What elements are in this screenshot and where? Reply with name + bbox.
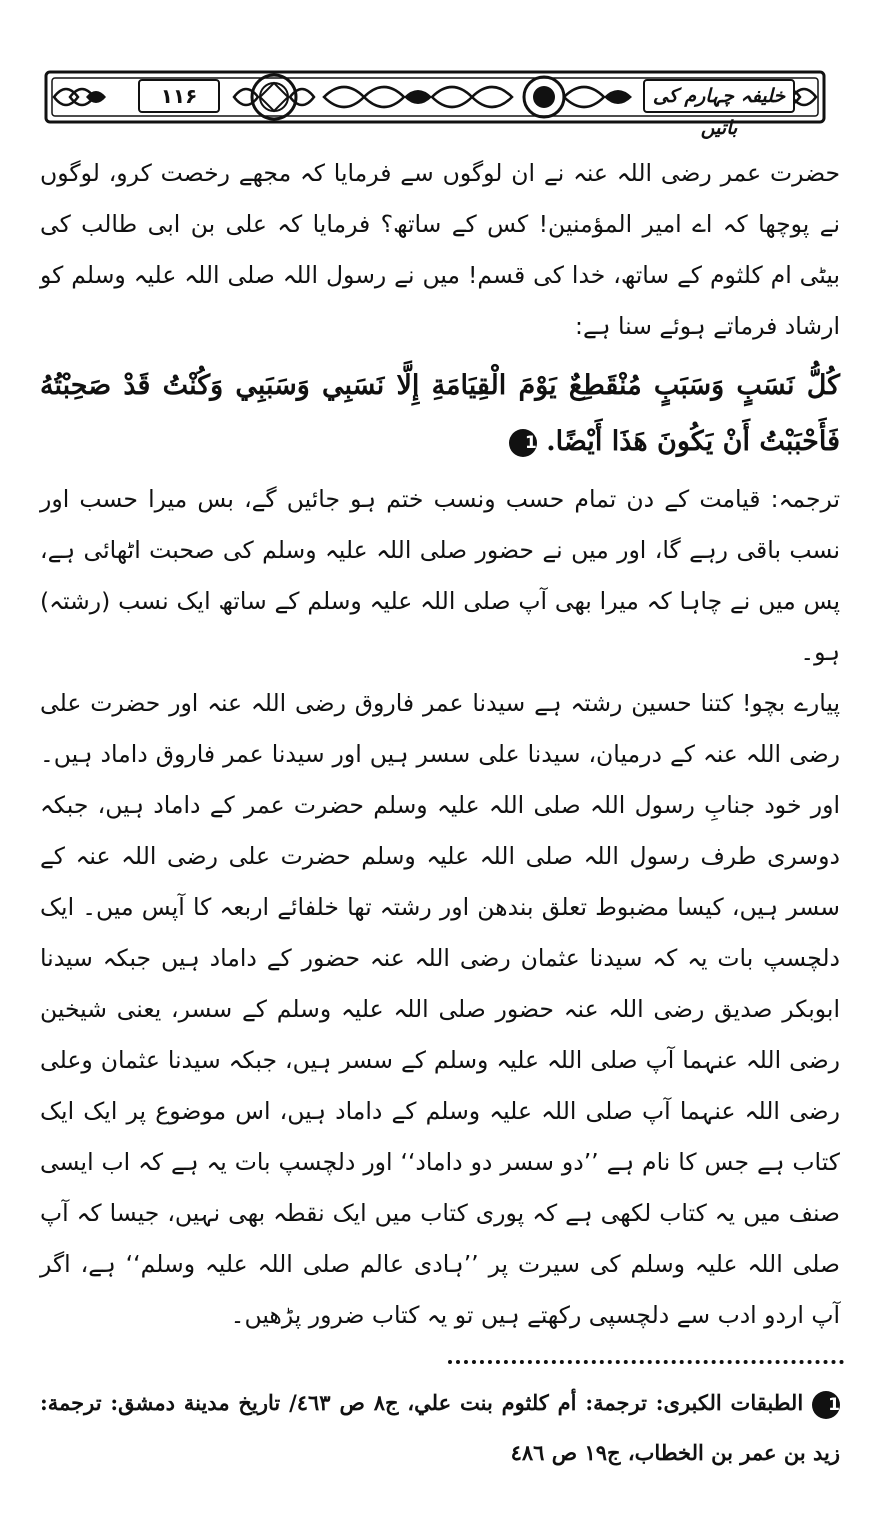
- footnotes: [40, 1378, 840, 1478]
- arabic-quote: [40, 358, 840, 470]
- footnote-item: [40, 1378, 840, 1478]
- main-text: [40, 148, 840, 1341]
- footnote-number: 1: [812, 1391, 840, 1419]
- page-header: [44, 68, 826, 139]
- footnote-reference[interactable]: 1: [509, 429, 537, 457]
- page-number: ۱۱۶: [160, 84, 198, 108]
- footnote-text: الطبقات الكبرى: ترجمة: أم كلثوم بنت علي، ج٨ ص ٤٦٣/ تاريخ مدينة دمشق: ترجمة: زيد بن عمر بن الخطاب، ج١٩ ص ٤٨٦: [40, 1390, 840, 1465]
- arabic-quote-text: كُلُّ نَسَبٍ وَسَبَبٍ مُنْقَطِعٌ يَوْمَ الْقِيَامَةِ إِلَّا نَسَبِي وَسَبَبِي وَكُنْتُ قَدْ صَحِبْتُهُ فَأَحْبَبْتُ أَنْ يَكُونَ هَذَا أَيْضًا.: [40, 370, 840, 457]
- paragraph-intro: حضرت عمر رضی اللہ عنہ نے ان لوگوں سے فرمایا کہ مجھے رخصت کرو، لوگوں نے پوچھا کہ اے امیر المؤمنین! کس کے ساتھ؟ فرمایا کہ علی بن ابی طالب کی بیٹی ام کلثوم کے ساتھ، خدا کی قسم! میں نے رسول اللہ صلی اللہ علیہ وسلم کو ارشاد فرماتے ہوئے سنا ہے:: [40, 159, 840, 340]
- paragraph-commentary: پیارے بچو! کتنا حسین رشتہ ہے سیدنا عمر فاروق رضی اللہ عنہ اور حضرت علی رضی اللہ عنہ کے درمیان، سیدنا علی سسر ہیں اور سیدنا عمر فاروق داماد ہیں۔ اور خود جنابِ رسول اللہ صلی اللہ علیہ وسلم حضرت عمر کے داماد ہیں، جبکہ دوسری طرف رسول اللہ صلی اللہ علیہ وسلم حضرت علی رضی اللہ عنہ کے سسر ہیں، کیسا مضبوط تعلق بندھن اور رشتہ تھا خلفائے اربعہ کا آپس میں۔ ایک دلچسپ بات یہ کہ سیدنا عثمان رضی اللہ عنہ حضور کے داماد ہیں جبکہ سیدنا ابوبکر صدیق رضی اللہ عنہ حضور صلی اللہ علیہ وسلم کے سسر، یعنی شیخین رضی اللہ عنہما آپ صلی اللہ علیہ وسلم کے سسر ہیں، جبکہ سیدنا عثمان وعلی رضی اللہ عنہما آپ صلی اللہ علیہ وسلم کے داماد ہیں، اس موضوع پر ایک ایک کتاب ہے جس کا نام ہے ’’دو سسر دو داماد‘‘ اور دلچسپ بات یہ ہے کہ اب ایسی صنف میں یہ کتاب لکھی ہے کہ پوری کتاب میں ایک نقطہ بھی نہیں، جیسا کہ آپ صلی اللہ علیہ وسلم کی سیرت پر ’’ہادی عالم صلی اللہ علیہ وسلم‘‘ ہے، اگر آپ اردو ادب سے دلچسپی رکھتے ہیں تو یہ کتاب ضرور پڑھیں۔: [40, 689, 840, 1329]
- running-title: خلیفہ چہارم کی باتیں: [652, 85, 786, 139]
- footnote-separator: [448, 1360, 844, 1370]
- paragraph-translation: ترجمہ: قیامت کے دن تمام حسب ونسب ختم ہو جائیں گے، بس میرا حسب اور نسب باقی رہے گا، اور میں نے حضور صلی اللہ علیہ وسلم کی صحبت اٹھائی ہے، پس میں نے چاہا کہ میرا بھی آپ صلی اللہ علیہ وسلم کے ساتھ ایک نسب (رشتہ) ہو۔: [40, 485, 840, 666]
